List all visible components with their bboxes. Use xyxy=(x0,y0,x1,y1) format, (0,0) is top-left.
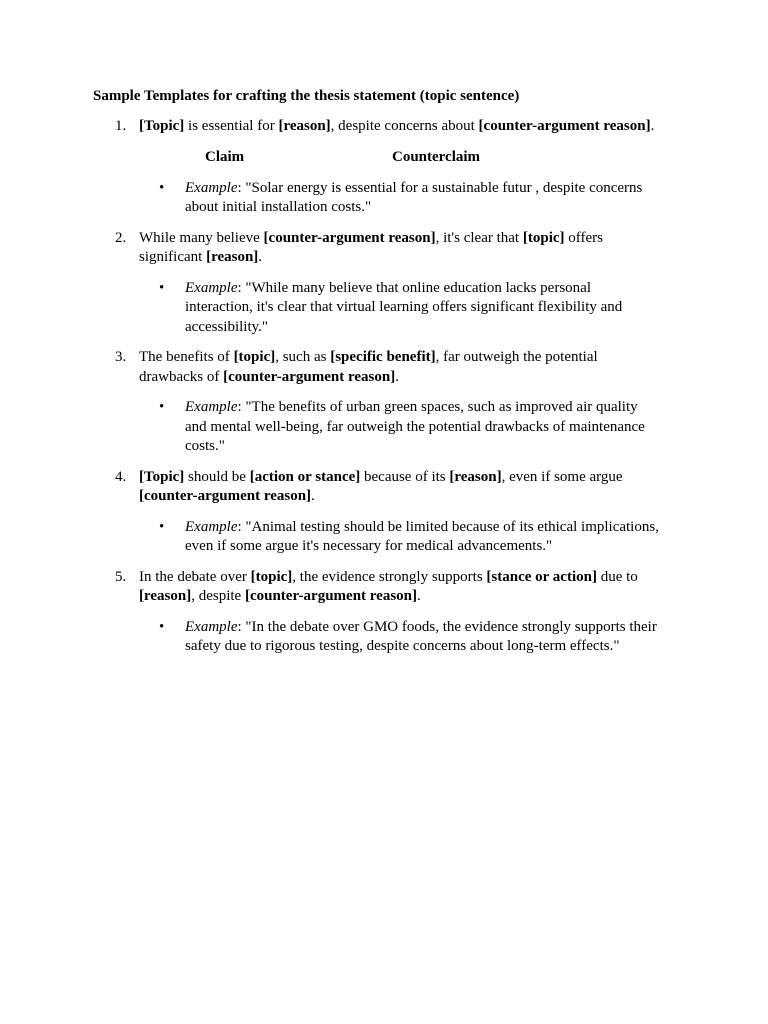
template-text: In the debate over xyxy=(139,568,251,585)
example-line xyxy=(185,518,678,538)
example-label: Example xyxy=(185,279,238,296)
document-title: Sample Templates for crafting the thesis statement (topic sentence) xyxy=(93,88,520,104)
template-item xyxy=(93,117,678,218)
template-item xyxy=(93,468,678,557)
item-number: 3. xyxy=(115,349,127,365)
template-line xyxy=(139,248,678,268)
placeholder-text: [reason] xyxy=(449,468,502,485)
template-line xyxy=(139,368,678,388)
template-text: significant xyxy=(139,249,207,265)
placeholder-text: [counter-argument reason] xyxy=(223,368,396,385)
template-item xyxy=(93,348,678,457)
template-text: drawbacks of xyxy=(139,368,224,385)
bullet-icon: • xyxy=(159,618,165,635)
template-text: , despite xyxy=(191,588,245,604)
template-list xyxy=(93,117,678,657)
example-item xyxy=(139,518,678,557)
example-text: : "The benefits of urban green spaces, such as improved air quality xyxy=(237,399,638,415)
item-number: 2. xyxy=(115,229,127,246)
example-label: Example xyxy=(185,179,238,196)
template-text: due to xyxy=(596,568,638,585)
template-line xyxy=(139,229,678,249)
example-line xyxy=(185,418,678,438)
template-line xyxy=(139,487,678,507)
bullet-icon: • xyxy=(159,399,165,415)
example-list xyxy=(139,279,678,338)
template-line xyxy=(139,468,678,488)
example-line xyxy=(185,318,678,338)
template-text: offers xyxy=(564,229,603,246)
bullet-icon: • xyxy=(159,279,165,296)
example-line xyxy=(185,298,678,318)
placeholder-text: [counter-argument reason] xyxy=(478,118,651,134)
example-line xyxy=(185,279,678,299)
bullet-icon: • xyxy=(159,518,165,535)
template-text: . xyxy=(258,249,263,265)
placeholder-text: [stance or action] xyxy=(486,568,597,585)
example-line xyxy=(185,637,678,657)
example-text: costs." xyxy=(185,438,225,454)
example-list xyxy=(139,518,678,557)
template-text: . xyxy=(311,488,315,504)
example-item xyxy=(139,398,678,457)
example-text: even if some argue it's necessary for medical advancements." xyxy=(185,538,553,554)
example-text: and mental well-being, far outweigh the potential drawbacks of maintenance xyxy=(185,418,645,435)
template-text: , even if some argue xyxy=(501,468,623,485)
claim-label: Claim xyxy=(205,148,245,165)
example-line xyxy=(185,537,678,557)
template-text: , far outweigh the potential xyxy=(435,349,598,365)
example-list xyxy=(139,398,678,457)
example-text: about initial installation costs." xyxy=(185,199,372,215)
item-number: 5. xyxy=(115,568,127,585)
placeholder-text: [counter-argument reason] xyxy=(263,229,436,246)
template-text: , such as xyxy=(275,349,331,365)
example-line xyxy=(185,618,678,638)
placeholder-text: [counter-argument reason] xyxy=(244,588,418,604)
example-line xyxy=(185,179,678,199)
claim-labels xyxy=(139,148,678,168)
placeholder-text: [reason] xyxy=(206,249,259,265)
template-line xyxy=(139,117,678,137)
item-number: 4. xyxy=(115,468,127,485)
template-text: because of its xyxy=(360,468,450,485)
example-text: : "While many believe that online education lacks personal xyxy=(237,279,591,296)
template-text: The benefits of xyxy=(139,349,234,365)
template-item xyxy=(93,568,678,657)
example-text: safety due to rigorous testing, despite concerns about long-term effects." xyxy=(185,638,620,654)
placeholder-text: [topic] xyxy=(522,229,565,246)
example-item xyxy=(139,179,678,218)
template-text: . xyxy=(650,118,655,134)
placeholder-text: [Topic] xyxy=(139,468,185,485)
template-item xyxy=(93,229,678,338)
example-label: Example xyxy=(185,618,238,635)
example-list xyxy=(139,179,678,218)
example-label: Example xyxy=(185,399,238,415)
placeholder-text: [topic] xyxy=(250,568,293,585)
placeholder-text: [specific benefit] xyxy=(330,349,436,365)
counterclaim-label: Counterclaim xyxy=(392,148,481,165)
example-line xyxy=(185,198,678,218)
example-item xyxy=(139,279,678,338)
example-text: interaction, it's clear that virtual learning offers significant flexibility and xyxy=(185,299,623,315)
placeholder-text: [topic] xyxy=(233,349,276,365)
placeholder-text: [reason] xyxy=(278,118,331,134)
template-text: should be xyxy=(184,468,250,485)
template-text: , despite concerns about xyxy=(330,118,479,134)
placeholder-text: [Topic] xyxy=(139,118,185,134)
example-text: : "Solar energy is essential for a sustainable futur , despite concerns xyxy=(237,179,643,196)
placeholder-text: [counter-argument reason] xyxy=(139,488,312,504)
example-list xyxy=(139,618,678,657)
example-line xyxy=(185,398,678,418)
template-text: , it's clear that xyxy=(435,229,523,246)
template-line xyxy=(139,568,678,588)
template-text: While many believe xyxy=(139,229,264,246)
example-line xyxy=(185,437,678,457)
example-label: Example xyxy=(185,518,238,535)
item-number: 1. xyxy=(115,118,127,134)
template-text: , the evidence strongly supports xyxy=(292,568,487,585)
example-text: accessibility." xyxy=(185,318,269,335)
template-line xyxy=(139,348,678,368)
placeholder-text: [action or stance] xyxy=(249,468,361,485)
bullet-icon: • xyxy=(159,179,165,196)
example-text: : "In the debate over GMO foods, the evidence strongly supports their xyxy=(237,618,657,635)
placeholder-text: [reason] xyxy=(139,588,192,604)
template-line xyxy=(139,587,678,607)
template-text: . xyxy=(417,588,421,604)
template-text: is essential for xyxy=(184,118,279,134)
example-text: : "Animal testing should be limited because of its ethical implications, xyxy=(237,518,659,535)
example-item xyxy=(139,618,678,657)
template-text: . xyxy=(395,368,399,385)
